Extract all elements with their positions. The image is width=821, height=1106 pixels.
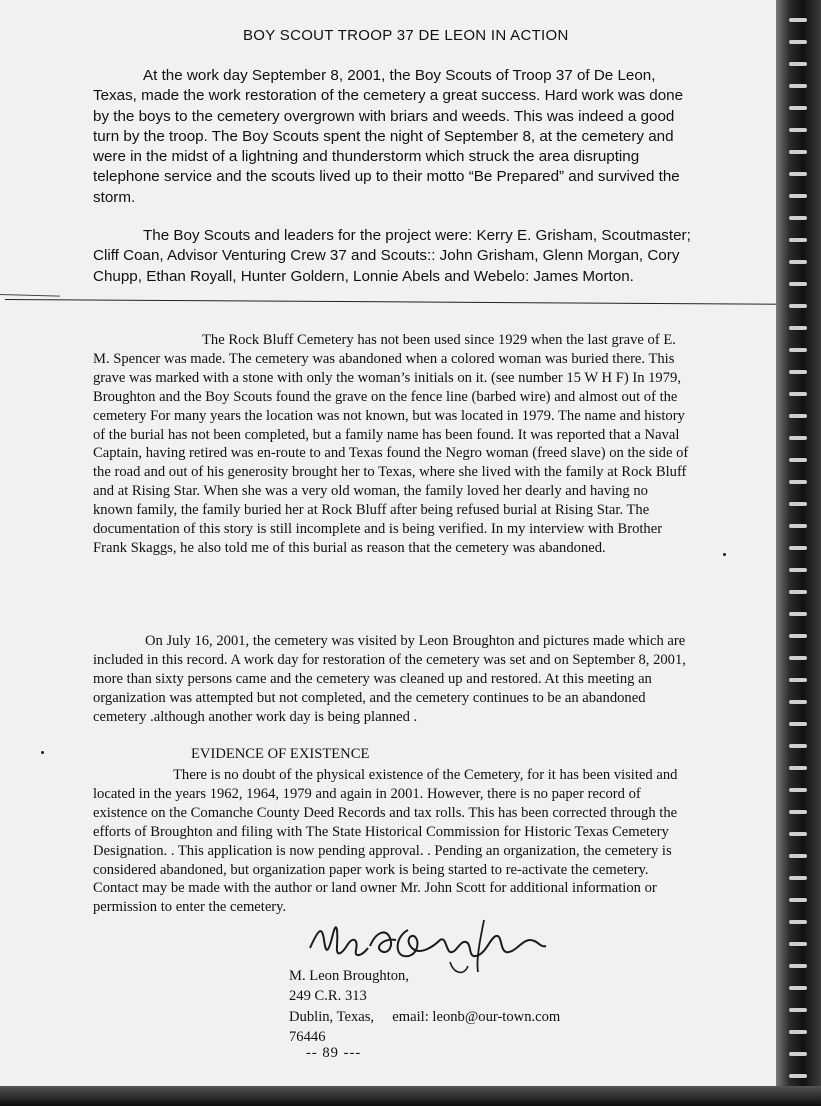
binding-ring	[789, 40, 807, 44]
author-name: M. Leon Broughton,	[289, 968, 409, 984]
binding-ring	[789, 238, 807, 242]
binding-ring	[789, 964, 807, 968]
binding-ring	[789, 480, 807, 484]
binding-ring	[789, 700, 807, 704]
binding-ring	[789, 392, 807, 396]
binding-ring	[789, 348, 807, 352]
binding-ring	[789, 722, 807, 726]
binding-ring	[789, 1074, 807, 1078]
binding-ring	[789, 744, 807, 748]
binding-ring	[789, 326, 807, 330]
divider-stub	[0, 294, 60, 297]
binding-ring	[789, 568, 807, 572]
binding-ring	[789, 436, 807, 440]
binding-ring	[789, 986, 807, 990]
speck	[41, 751, 44, 754]
binding-ring	[789, 84, 807, 88]
binding-ring	[789, 788, 807, 792]
binding-ring	[789, 18, 807, 22]
author-email: email: leonb@our-town.com	[392, 1008, 561, 1025]
page-number: -- 89 ---	[306, 1045, 362, 1061]
binding-ring	[789, 876, 807, 880]
author-city-email	[289, 1007, 560, 1027]
binding-ring	[789, 1030, 807, 1034]
binding-ring	[789, 854, 807, 858]
binding-ring	[789, 678, 807, 682]
section-heading-evidence: EVIDENCE OF EXISTENCE	[191, 746, 370, 762]
document-title: BOY SCOUT TROOP 37 DE LEON IN ACTION	[243, 27, 569, 44]
page-bottom-shadow	[0, 1086, 821, 1106]
binding-ring	[789, 898, 807, 902]
binding-ring	[789, 766, 807, 770]
binding-ring	[789, 106, 807, 110]
binding-ring	[789, 260, 807, 264]
binding-ring	[789, 1052, 807, 1056]
binding-ring	[789, 172, 807, 176]
speck	[723, 553, 726, 556]
binding-ring	[789, 304, 807, 308]
binding-ring	[789, 216, 807, 220]
spiral-binding	[776, 0, 821, 1106]
author-city: Dublin, Texas,	[289, 1008, 375, 1025]
binding-ring	[789, 634, 807, 638]
binding-ring	[789, 282, 807, 286]
binding-ring	[789, 832, 807, 836]
binding-ring	[789, 942, 807, 946]
binding-ring	[789, 590, 807, 594]
author-address-block	[289, 966, 560, 1048]
binding-ring	[789, 414, 807, 418]
binding-ring	[789, 370, 807, 374]
binding-ring	[789, 62, 807, 66]
paragraph-restoration-visit: On July 16, 2001, the cemetery was visited by Leon Broughton and pictures made which are included in this record. A work day for restoration of the cemetery was set and on September 8, 2001, more than sixty persons came and the cemetery was cleaned up and restored. At this meeting an organization was attempted but not completed, and the cemetery continues to be an abandoned cemetery .although another work day is being planned .	[93, 633, 686, 725]
binding-ring	[789, 656, 807, 660]
author-street: 249 C.R. 313	[289, 988, 367, 1005]
binding-ring	[789, 458, 807, 462]
binding-ring	[789, 194, 807, 198]
binding-ring	[789, 1008, 807, 1012]
paragraph-troop-work-day: At the work day September 8, 2001, the Boy Scouts of Troop 37 of De Leon, Texas, made the work restoration of the cemetery a great success. Hard work was done by the boys to the cemetery overgrown with briars and weeds. This was indeed a good turn by the troop. The Boy Scouts spent the night of September 8, at the cemetery and were in the midst of a lightning and thunderstorm which struck the area disrupting telephone service and the scouts lived up to their motto “Be Prepared” and survived the storm.	[93, 67, 684, 206]
author-zip: 76446	[289, 1029, 326, 1046]
binding-ring	[789, 502, 807, 506]
binding-ring	[789, 612, 807, 616]
paragraph-evidence: There is no doubt of the physical existence of the Cemetery, for it has been visited and located in the years 1962, 1964, 1979 and again in 2001. However, there is no paper record of existence on the Comanche County Deed Records and tax rolls. This has been corrected through the efforts of Broughton and filing with The State Historical Commission for Historic Texas Cemetery Designation. . This application is now pending approval. . Pending an organization, the cemetery is considered abandoned, but organization paper work is being started to re-activate the cemetery. Contact may be made with the author or land owner Mr. John Scott for additional information or permission to enter the cemetery.	[93, 767, 678, 916]
binding-ring	[789, 128, 807, 132]
binding-ring	[789, 150, 807, 154]
binding-ring	[789, 810, 807, 814]
binding-ring	[789, 524, 807, 528]
binding-ring	[789, 920, 807, 924]
binding-ring	[789, 546, 807, 550]
paragraph-scouts-leaders: The Boy Scouts and leaders for the project were: Kerry E. Grisham, Scoutmaster; Cliff Coan, Advisor Venturing Crew 37 and Scouts:: John Grisham, Glenn Morgan, Cory Chupp, Ethan Royall, Hunter Goldern, Lonnie Abels and Webelo: James Morton.	[93, 227, 691, 285]
paragraph-cemetery-history: The Rock Bluff Cemetery has not been used since 1929 when the last grave of E. M. Spencer was made. The cemetery was abandoned when a colored woman was buried there. This grave was marked with a stone with only the woman’s initials on it. (see number 15 W H F) In 1979, Broughton and the Boy Scouts found the grave on the fence line (barbed wire) and almost out of the cemetery For many years the location was not known, but was located in 1979. The name and history of the burial has not been completed, but a family name has been found. It was reported that a Naval Captain, having retired was en-route to and Texas found the Negro woman (freed slave) on the side of the road and out of his generosity brought her to Texas, where she lived with the family at Rock Bluff and at Rising Star. When she was a very old woman, the family loved her dearly and having no known family, the family buried her at Rock Bluff after being refused burial at Rising Star. The documentation of this story is still incomplete and is being verified. In my interview with Brother Frank Skaggs, he also told me of this burial as reason that the cemetery was abandoned.	[93, 332, 689, 556]
